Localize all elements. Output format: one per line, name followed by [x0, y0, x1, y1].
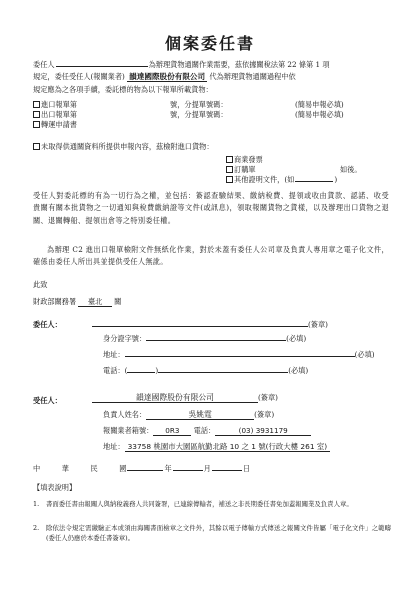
- import-label: 進口報單第: [41, 100, 77, 109]
- non-original-label: 未取得供通關資料所提供申報內容，茲檢附進口貨物：: [41, 142, 214, 151]
- principal-addr-row: [103, 350, 375, 359]
- export-note: (簡易申報必填): [295, 110, 344, 119]
- export-checkbox[interactable]: [33, 111, 40, 118]
- addressee-suffix: 關: [114, 297, 122, 306]
- year-label: 年: [164, 464, 172, 473]
- agent-rep-sign: (簽章): [254, 410, 275, 419]
- agent-rep-label: 負責人姓名：: [103, 410, 147, 419]
- principal-phone-close: ): [155, 366, 159, 375]
- invoice-checkbox[interactable]: [226, 156, 233, 163]
- principal-prefix: 委任人: [33, 60, 55, 69]
- agent-phone-label: 電話：: [193, 426, 216, 435]
- intro-line-2-text: 規定，委任受任人(報關業者): [33, 72, 125, 81]
- principal-area-blank[interactable]: [127, 372, 155, 373]
- principal-addr-req: (必填): [354, 350, 375, 359]
- agent-box-row: [103, 426, 311, 436]
- notes-heading: 【填表說明】: [33, 483, 77, 492]
- agent-label: 受任人：: [33, 396, 62, 405]
- intro-line-2-tail: 代為辦理貨物通關過程中依: [209, 72, 296, 81]
- non-original-row: [33, 142, 214, 151]
- other-docs-checkbox[interactable]: [226, 176, 233, 183]
- agent-sign: (簽章): [258, 393, 278, 402]
- transit-row: [33, 120, 77, 129]
- scope-paragraph: 受任人對委託標的有為一切行為之權，並包括：簽認查驗結果、繳納稅費、提領或收由貨款、認諾、收受 貴關有關本批貨物之一切通知與稅費繳納證等文件(或訊息)，領取報關貨物之貨樣，以及辦理出口貨物之退關、退關轉船、提領出倉等之特別委任權。: [33, 191, 397, 225]
- year-blank[interactable]: [127, 470, 163, 471]
- roc-label: 中 華 民 國: [33, 464, 127, 473]
- principal-addr-blank[interactable]: [125, 356, 355, 357]
- transit-label: 轉運申請書: [41, 120, 77, 129]
- customs-office: 臺北: [78, 297, 112, 307]
- agent-company-handwritten: 韻達國際股份有限公司: [129, 72, 206, 81]
- principal-name-blank[interactable]: [56, 66, 148, 67]
- agent-company: 韻達國際股份有限公司: [92, 393, 258, 403]
- other-docs-option: [226, 175, 337, 184]
- agent-phone: (03) 3931179: [215, 426, 311, 436]
- intro-line-3: 規定應為之各項手續，委託標的物為以下報單所載貨物：: [33, 85, 213, 94]
- addressee-prefix: 財政部關務署: [33, 297, 77, 306]
- principal-id-row: [103, 334, 306, 343]
- ci-text: 此致: [33, 280, 48, 289]
- agent-addr-label: 地址：: [103, 442, 125, 451]
- principal-sign-line: [92, 320, 328, 329]
- agent-addr-row: [103, 442, 330, 452]
- note-1: 書面委任書由報關人與納稅義務人共同簽署，已連線傳輸者，補送之非長期委任書免加蓋報關業及負責人章。: [46, 500, 353, 508]
- date-line: [33, 464, 250, 473]
- intro-line-1: [33, 60, 330, 69]
- c2-paragraph: 為辦理 C2 進出口報單檢附文件無紙化作業，對於未蓋有委任人公司章及負責人專用章之電子化文件，確係由委任人所出具並提供受任人無訛。: [33, 245, 389, 267]
- non-original-checkbox[interactable]: [33, 143, 40, 150]
- as-follows-label: 如後。: [340, 165, 362, 174]
- import-declaration-row: [33, 100, 77, 109]
- invoice-label: 商業發票: [234, 155, 263, 164]
- principal-addr-label: 地址：: [103, 350, 125, 359]
- day-label: 日: [242, 464, 251, 473]
- note-number-2: 2.: [33, 524, 40, 532]
- import-checkbox[interactable]: [33, 101, 40, 108]
- transit-checkbox[interactable]: [33, 121, 40, 128]
- principal-sign: (簽章): [308, 320, 328, 329]
- agent-box-no: 0R3: [153, 426, 191, 436]
- note-number-1: 1.: [33, 500, 40, 508]
- principal-label: 委任人：: [33, 320, 62, 329]
- principal-phone-blank[interactable]: [158, 372, 288, 373]
- day-blank[interactable]: [212, 470, 242, 471]
- agent-address: 33758 桃園市大園區航勤北路 10 之 1 號(行政大樓 261 室): [125, 442, 331, 452]
- other-docs-blank[interactable]: [295, 181, 333, 182]
- addressee-line: [33, 297, 121, 307]
- principal-id-req: (必填): [286, 334, 307, 343]
- other-docs-close: ): [334, 175, 338, 184]
- principal-phone-row: [103, 366, 308, 375]
- agent-box-label: 報關業者箱號：: [103, 426, 154, 435]
- export-sub-bl-label: 號，分提單號碼：: [170, 110, 228, 119]
- invoice-option: [226, 155, 263, 164]
- export-declaration-row: [33, 110, 77, 119]
- month-blank[interactable]: [173, 470, 203, 471]
- note-2: 除依法令規定需繳驗正本或須由海關書面檢章之文件外，其餘以電子傳輸方式傳送之報關文件皆屬「電子化文件」之範疇(委任人仍應於本委任書簽章)。: [46, 524, 391, 542]
- month-label: 月: [203, 464, 211, 473]
- principal-sign-blank[interactable]: [92, 326, 308, 327]
- import-sub-bl-label: 號，分提單號碼：: [170, 100, 228, 109]
- intro-line-1-text: 為辦理貨物通關作業需要，茲依據關稅法第 22 條第 1 項: [148, 60, 330, 69]
- agent-sign-line: [92, 393, 278, 403]
- principal-id-blank[interactable]: [146, 340, 286, 341]
- other-docs-label: 其他證明文件，(如: [234, 175, 295, 184]
- import-note: (簡易申報必填): [295, 100, 344, 109]
- principal-id-label: 身分證字號：: [103, 334, 147, 343]
- order-label: 訂購單: [234, 165, 256, 174]
- principal-phone-req: (必填): [288, 366, 309, 375]
- principal-phone-label: 電話：(: [103, 366, 128, 375]
- agent-rep-name: 吳姚霆: [146, 410, 254, 420]
- intro-line-2: [33, 72, 296, 82]
- form-title: 個案委任書: [164, 34, 255, 53]
- order-option: [226, 165, 256, 174]
- order-checkbox[interactable]: [226, 166, 233, 173]
- export-label: 出口報單第: [41, 110, 77, 119]
- agent-rep-row: [103, 410, 274, 420]
